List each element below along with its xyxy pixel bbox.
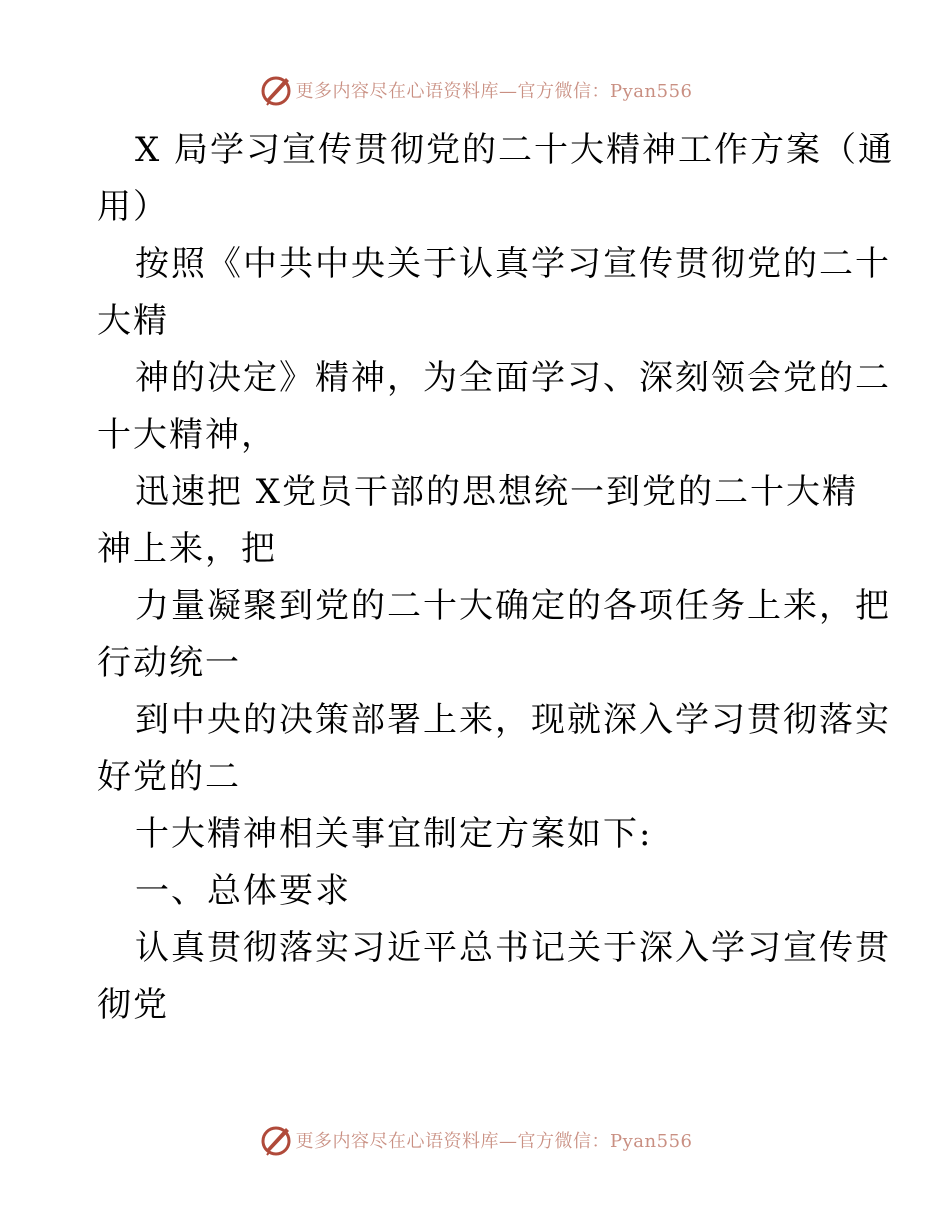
document-line: 大精 — [97, 301, 169, 341]
document-line: 十大精神相关事宜制定方案如下: — [135, 814, 653, 854]
quill-logo-icon — [258, 1122, 294, 1158]
document-line: 神上来，把 — [97, 529, 277, 569]
watermark-header — [0, 70, 950, 110]
document-line: 按照《中共中央关于认真学习宣传贯彻党的二十 — [135, 244, 891, 284]
document-line: 用） — [97, 187, 169, 227]
watermark-footer — [0, 1120, 950, 1160]
document-line: 到中央的决策部署上来，现就深入学习贯彻落实 — [135, 700, 891, 740]
document-line: 迅速把 X党员干部的思想统一到党的二十大精 — [135, 472, 859, 512]
document-line: 认真贯彻落实习近平总书记关于深入学习宣传贯 — [135, 928, 891, 968]
document-line: 力量凝聚到党的二十大确定的各项任务上来，把 — [135, 586, 891, 626]
watermark-text: 更多内容尽在心语资料库—官方微信：Pyan556 — [295, 81, 693, 102]
watermark-text: 更多内容尽在心语资料库—官方微信：Pyan556 — [295, 1131, 693, 1152]
document-line: X 局学习宣传贯彻党的二十大精神工作方案（通 — [135, 130, 895, 170]
document-line: 一、总体要求 — [135, 871, 351, 911]
document-line: 彻党 — [97, 985, 169, 1025]
document-body — [97, 122, 895, 1034]
document-line: 好党的二 — [97, 757, 241, 797]
document-line: 神的决定》精神，为全面学习、深刻领会党的二 — [135, 358, 891, 398]
document-line: 十大精神， — [97, 415, 277, 455]
document-line: 行动统一 — [97, 643, 241, 683]
quill-logo-icon — [258, 72, 294, 108]
